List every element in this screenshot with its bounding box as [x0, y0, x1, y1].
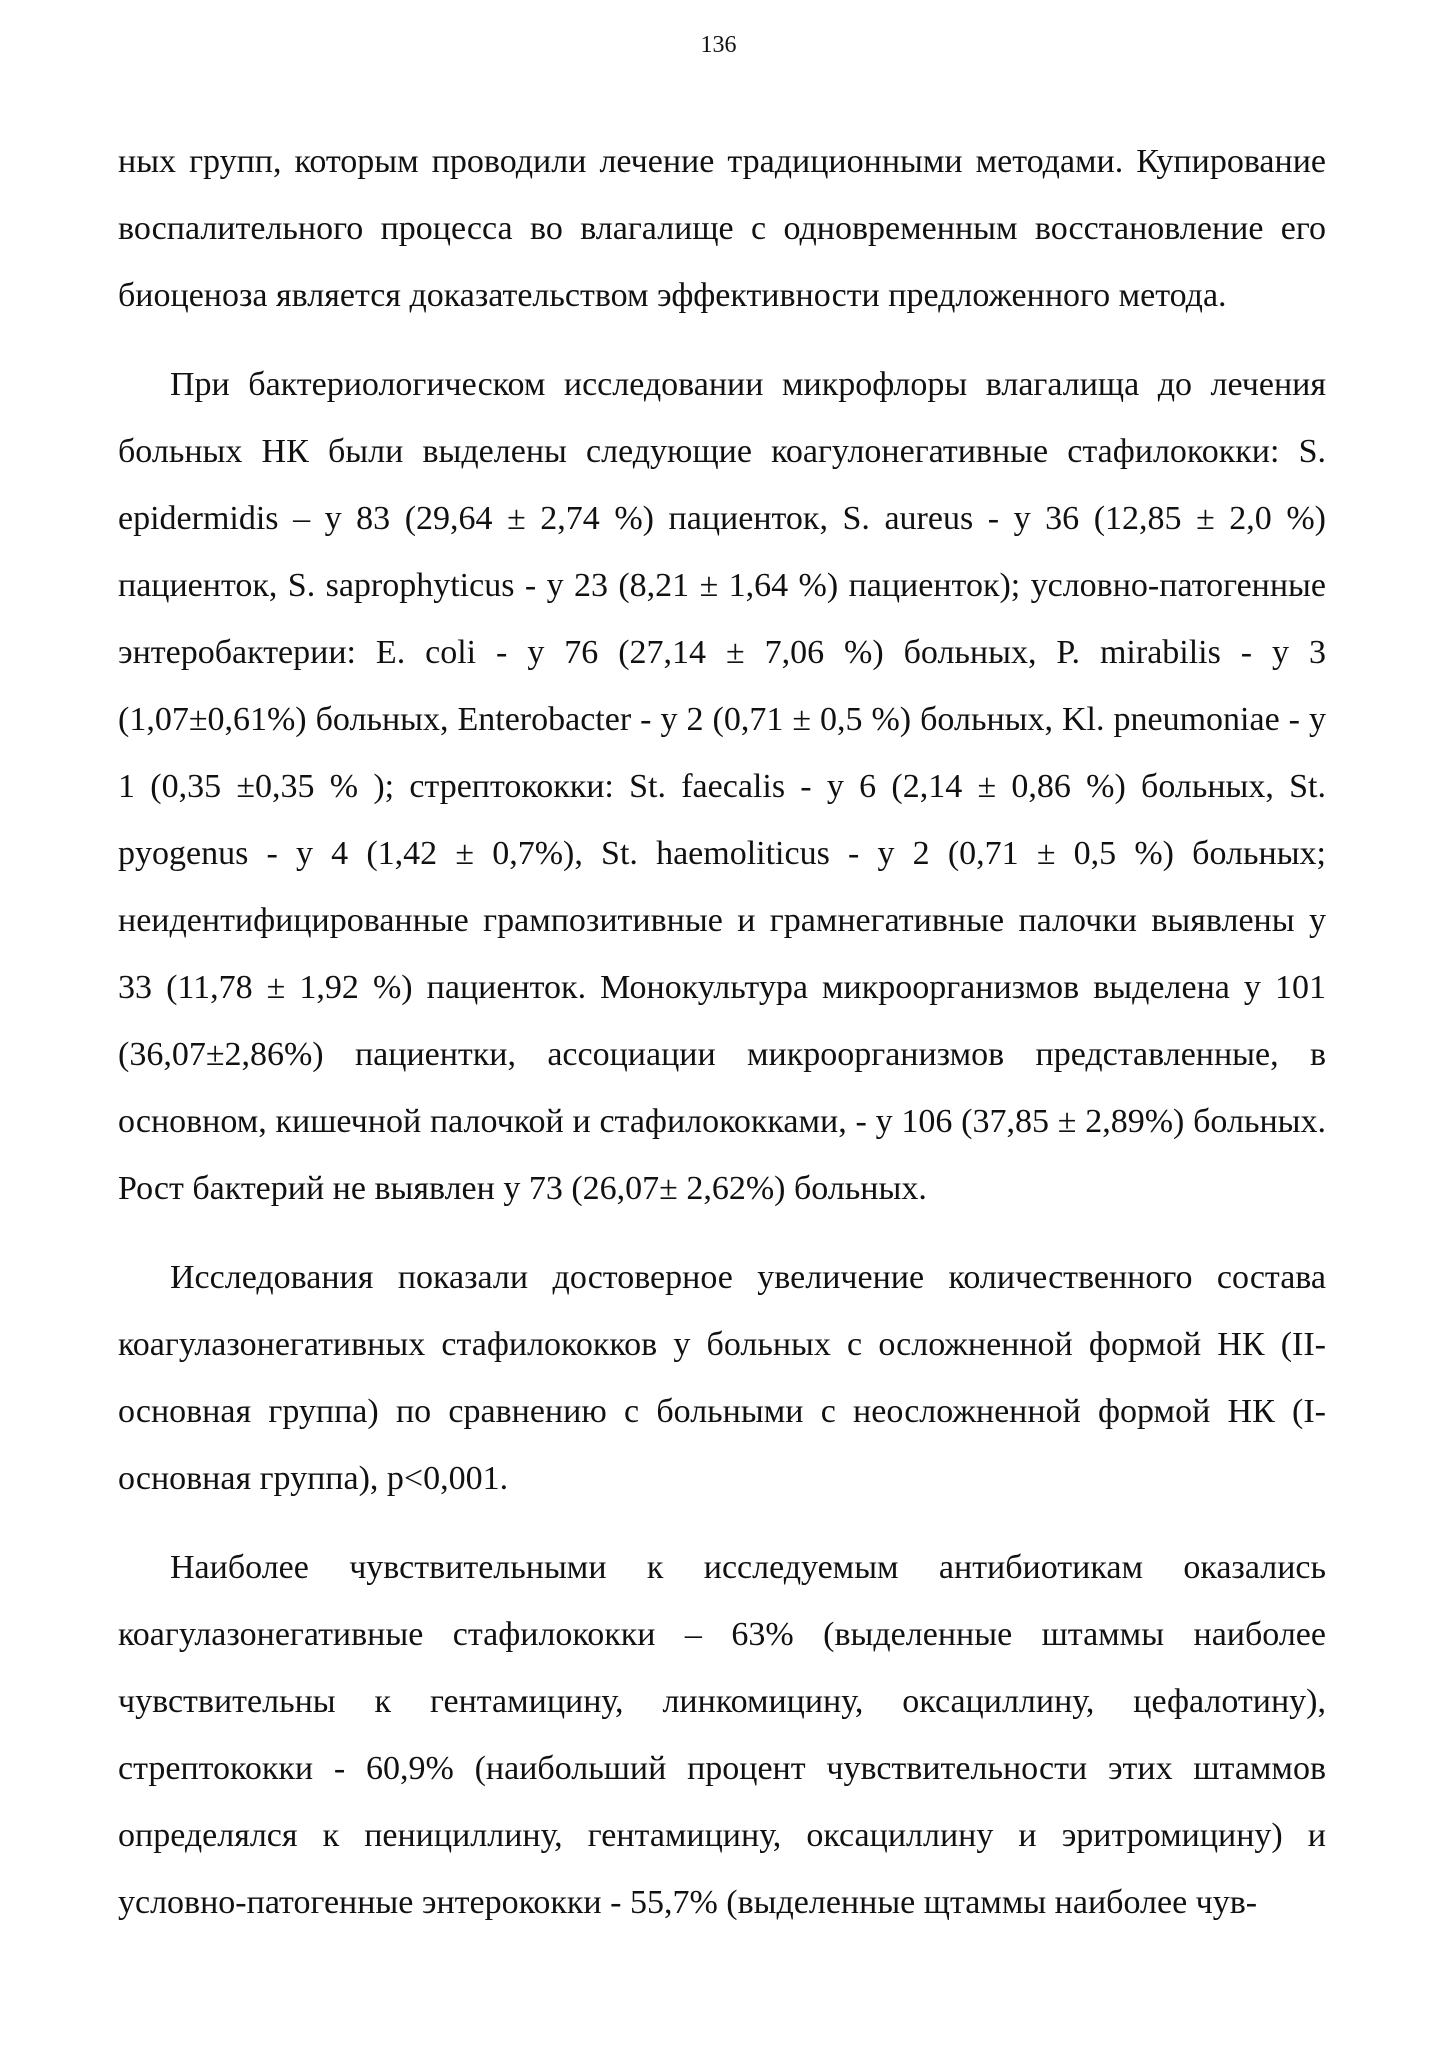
page-number: 136: [700, 32, 737, 58]
paragraph-antibiotic-sensitivity: Наиболее чувствительными к исследуемым антибиотикам оказались коагулазонегативные стафилококки – 63% (выделенные штаммы наиболее чувствительны к гентамицину, линкомицину, оксациллину, цефалотину), стрептококки - 60,9% (наибольший процент чувствительности этих штаммов определялся к пенициллину, гентамицину, оксациллину и эритромицину) и условно-патогенные энтерококки - 55,7% (выделенные щтаммы наиболее чув-: [118, 1549, 1326, 1921]
paragraph-continuation: ных групп, которым проводили лечение традиционными методами. Купирование воспалительного процесса во влагалище с одновременным восстановление его биоценоза является доказательством эффективности предложенного метода.: [118, 143, 1326, 314]
body-text: [118, 128, 1326, 1958]
paragraph-research-results: Исследования показали достоверное увеличение количественного состава коагулазонегативных стафилококков у больных с осложненной формой НК (II- основная группа) по сравнению с больными с неосложненной формой НК (I- основная группа), p<0,001.: [118, 1259, 1326, 1497]
paragraph-bacteriology: При бактериологическом исследовании микрофлоры влагалища до лечения больных НК были выделены следующие коагулонегативные стафилококки: S. epidermidis – у 83 (29,64 ± 2,74 %) пациенток, S. aureus - у 36 (12,85 ± 2,0 %) пациенток, S. saprophyticus - у 23 (8,21 ± 1,64 %) пациенток); условно-патогенные энтеробактерии: E. coli - у 76 (27,14 ± 7,06 %) больных, P. mirabilis - у 3 (1,07±0,61%) больных, Enterobacter - у 2 (0,71 ± 0,5 %) больных, Kl. pneumoniae - у 1 (0,35 ±0,35 % ); стрептококки: St. faecalis - у 6 (2,14 ± 0,86 %) больных, St. pyogenus - у 4 (1,42 ± 0,7%), St. haemoliticus - у 2 (0,71 ± 0,5 %) больных; неидентифицированные грампозитивные и грамнегативные палочки выявлены у 33 (11,78 ± 1,92 %) пациенток. Монокультура микроорганизмов выделена у 101 (36,07±2,86%) пациентки, ассоциации микроорганизмов представленные, в основном, кишечной палочкой и стафилококками, - у 106 (37,85 ± 2,89%) больных. Рост бактерий не выявлен у 73 (26,07± 2,62%) больных.: [118, 366, 1326, 1207]
